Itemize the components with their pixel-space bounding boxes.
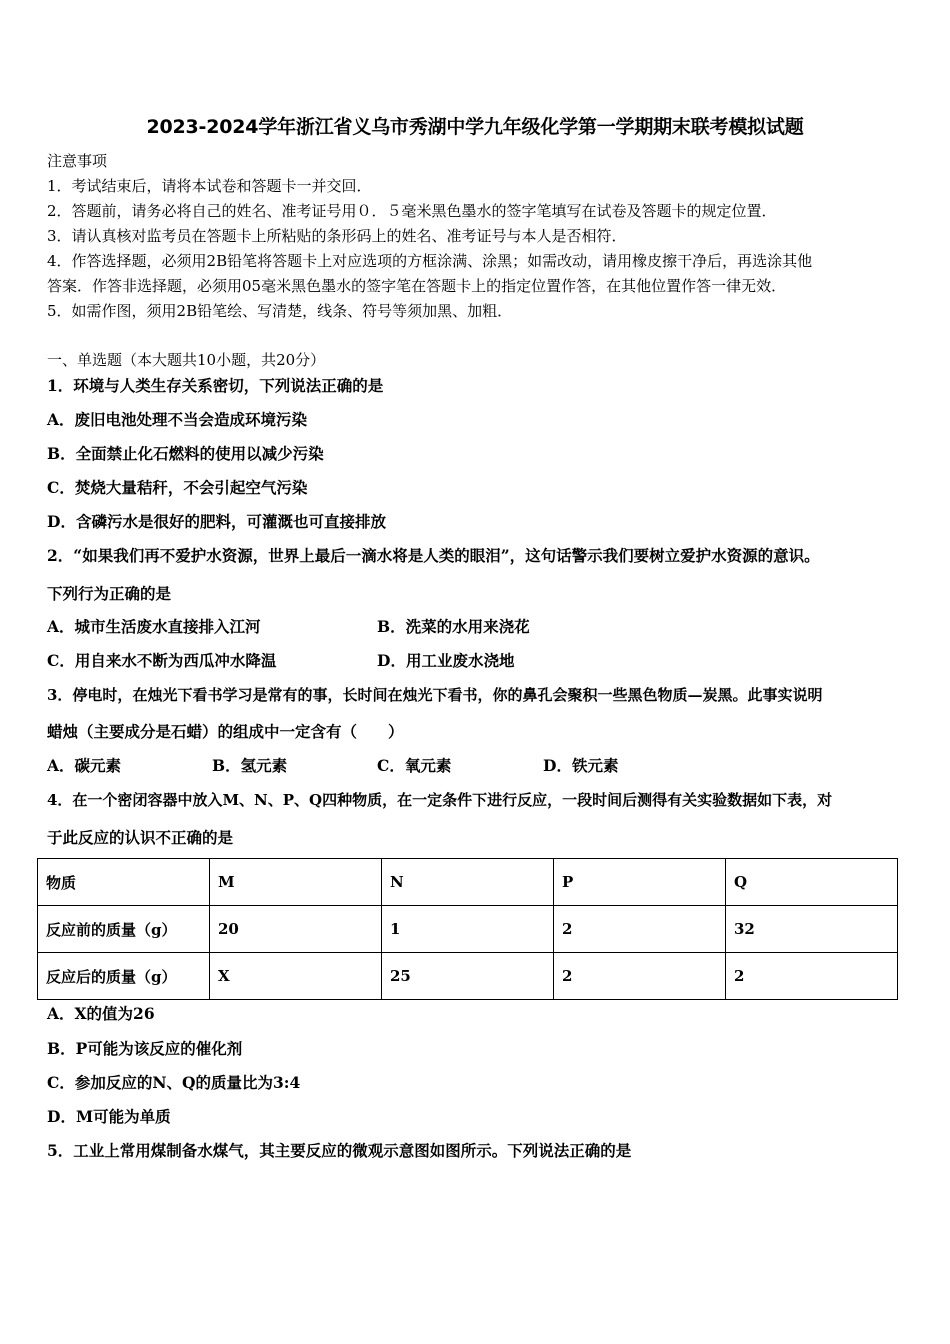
reaction-data-table [37, 858, 898, 1000]
notice-item: 4．作答选择题，必须用2B铅笔将答题卡上对应选项的方框涂满、涂黑；如需改动，请用橡皮擦干净后，再选涂其他 [47, 252, 813, 270]
question-2-option-c: C．用自来水不断为西瓜冲水降温 [47, 651, 277, 670]
question-1-stem: 1．环境与人类生存关系密切，下列说法正确的是 [47, 376, 384, 395]
section-heading: 一、单选题（本大题共10小题，共20分） [47, 351, 326, 369]
table-cell: 2 [554, 953, 726, 1000]
table-cell: 25 [382, 953, 554, 1000]
notice-item: 2．答题前，请务必将自己的姓名、准考证号用０．５毫米黑色墨水的签字笔填写在试卷及答题卡的规定位置． [47, 202, 777, 220]
notice-item: 3．请认真核对监考员在答题卡上所粘贴的条形码上的姓名、准考证号与本人是否相符． [47, 227, 627, 245]
question-3-stem: 3．停电时，在烛光下看书学习是常有的事，长时间在烛光下看书，你的鼻孔会聚积一些黑色物质—炭黑。此事实说明 [47, 686, 823, 704]
page-title: 2023-2024学年浙江省义乌市秀湖中学九年级化学第一学期期末联考模拟试题 [146, 116, 804, 138]
table-cell: 2 [554, 906, 726, 953]
notice-item: 1．考试结束后，请将本试卷和答题卡一并交回． [47, 177, 372, 195]
question-3-stem-continued: 蜡烛（主要成分是石蜡）的组成中一定含有（ ） [47, 722, 404, 741]
question-4-option-d: D．M可能为单质 [47, 1107, 171, 1126]
table-cell: 物质 [38, 859, 210, 906]
notice-item: 5．如需作图，须用2B铅笔绘、写清楚，线条、符号等须加黑、加粗． [47, 302, 513, 320]
question-4-option-b: B．P可能为该反应的催化剂 [47, 1039, 243, 1058]
question-2-stem-continued: 下列行为正确的是 [47, 584, 172, 603]
question-5-stem: 5．工业上常用煤制备水煤气，其主要反应的微观示意图如图所示。下列说法正确的是 [47, 1141, 632, 1160]
question-2-stem: 2．“如果我们再不爱护水资源，世界上最后一滴水将是人类的眼泪”，这句话警示我们要树立爱护水资源的意识。 [47, 546, 820, 565]
question-2-option-a: A．城市生活废水直接排入江河 [47, 617, 261, 636]
table-cell: N [382, 859, 554, 906]
notice-item: 答案．作答非选择题，必须用05毫米黑色墨水的签字笔在答题卡上的指定位置作答，在其他位置作答一律无效． [47, 277, 787, 295]
question-4-stem-continued: 于此反应的认识不正确的是 [47, 828, 234, 847]
table-row [38, 859, 898, 906]
question-3-option-b: B．氢元素 [212, 756, 288, 775]
table-row [38, 906, 898, 953]
question-2-option-b: B．洗菜的水用来浇花 [377, 617, 530, 636]
question-1-option-a: A．废旧电池处理不当会造成环境污染 [47, 410, 308, 429]
table-cell: X [210, 953, 382, 1000]
question-1-option-b: B．全面禁止化石燃料的使用以减少污染 [47, 444, 324, 463]
table-cell: 反应前的质量（g） [38, 906, 210, 953]
question-3-option-a: A．碳元素 [47, 756, 122, 775]
question-1-option-d: D．含磷污水是很好的肥料，可灌溉也可直接排放 [47, 512, 386, 531]
notice-heading: 注意事项 [47, 152, 108, 170]
question-2-option-d: D．用工业废水浇地 [377, 651, 515, 670]
question-4-stem: 4．在一个密闭容器中放入M、N、P、Q四种物质，在一定条件下进行反应，一段时间后测得有关实验数据如下表，对 [47, 791, 833, 809]
table-cell: 2 [726, 953, 898, 1000]
question-1-option-c: C．焚烧大量秸秆，不会引起空气污染 [47, 478, 308, 497]
table-cell: 32 [726, 906, 898, 953]
question-3-option-c: C．氧元素 [377, 756, 452, 775]
table-row [38, 953, 898, 1000]
table-cell: M [210, 859, 382, 906]
table-cell: 反应后的质量（g） [38, 953, 210, 1000]
table-cell: 20 [210, 906, 382, 953]
question-4-option-c: C．参加反应的N、Q的质量比为3:4 [47, 1073, 301, 1092]
table-cell: 1 [382, 906, 554, 953]
table-cell: P [554, 859, 726, 906]
table-cell: Q [726, 859, 898, 906]
question-3-option-d: D．铁元素 [543, 756, 619, 775]
question-4-option-a: A．X的值为26 [47, 1004, 155, 1023]
